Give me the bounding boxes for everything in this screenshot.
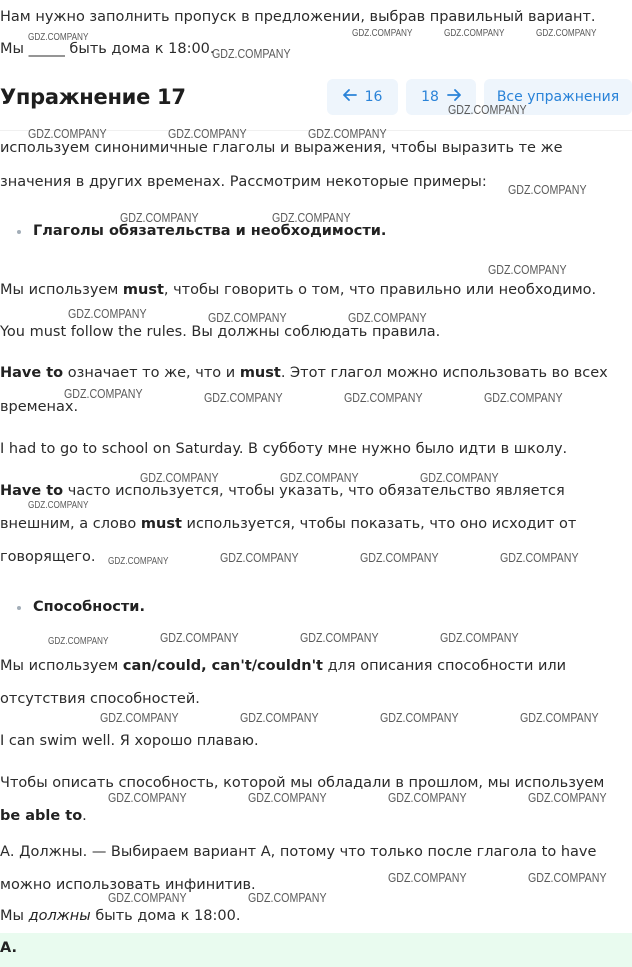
watermark: GDZ.COMPANY — [108, 790, 187, 805]
watermark: GDZ.COMPANY — [208, 310, 287, 325]
task-instruction: Нам нужно заполнить пропуск в предложении, выбрав правильный вариант. — [0, 9, 596, 25]
watermark: GDZ.COMPANY — [28, 126, 107, 141]
watermark: GDZ.COMPANY — [248, 890, 327, 905]
watermark: GDZ.COMPANY — [308, 126, 387, 141]
past-ability-line-1: Чтобы описать способность, которой мы обладали в прошлом, мы используем — [0, 775, 605, 791]
watermark: GDZ.COMPANY — [140, 470, 219, 485]
watermark: GDZ.COMPANY — [520, 710, 599, 725]
watermark: GDZ.COMPANY — [120, 210, 199, 225]
watermark: GDZ.COMPANY — [444, 28, 505, 39]
can-explanation-cont: отсутствия способностей. — [0, 691, 200, 707]
watermark: GDZ.COMPANY — [528, 870, 607, 885]
watermark: GDZ.COMPANY — [100, 710, 179, 725]
watermark: GDZ.COMPANY — [420, 470, 499, 485]
intro-line-2: значения в других временах. Рассмотрим некоторые примеры: — [0, 174, 487, 190]
watermark: GDZ.COMPANY — [536, 28, 597, 39]
have-to-example: I had to go to school on Saturday. В субботу мне нужно было идти в школу. — [0, 441, 568, 457]
watermark: GDZ.COMPANY — [388, 870, 467, 885]
watermark: GDZ.COMPANY — [348, 310, 427, 325]
all-exercises-label: Все упражнения — [496, 89, 620, 105]
arrow-left-icon — [343, 89, 357, 105]
can-explanation: Мы используем can/could, can't/couldn't для описания способности или — [0, 658, 567, 674]
section-heading-ability: Способности. — [33, 599, 145, 615]
watermark: GDZ.COMPANY — [248, 790, 327, 805]
external-obligation-line-1: Have to часто используется, чтобы указать, что обязательство является — [0, 483, 565, 499]
watermark: GDZ.COMPANY — [500, 550, 579, 565]
task-sentence: Мы _____ быть дома к 18:00. — [0, 41, 215, 57]
page-title: Упражнение 17 — [0, 85, 186, 109]
must-example: You must follow the rules. Вы должны соблюдать правила. — [0, 324, 441, 340]
watermark: GDZ.COMPANY — [508, 182, 587, 197]
watermark: GDZ.COMPANY — [168, 126, 247, 141]
can-example: I can swim well. Я хорошо плаваю. — [0, 733, 259, 749]
bullet-dot — [17, 230, 21, 234]
external-obligation-line-3: говорящего. — [0, 549, 96, 565]
section-heading-obligation: Глаголы обязательства и необходимости. — [33, 223, 387, 239]
watermark: GDZ.COMPANY — [160, 630, 239, 645]
watermark: GDZ.COMPANY — [28, 32, 89, 43]
past-ability-line-2: be able to. — [0, 808, 87, 824]
watermark: GDZ.COMPANY — [488, 262, 567, 277]
watermark: GDZ.COMPANY — [280, 470, 359, 485]
prev-exercise-button[interactable] — [327, 79, 398, 115]
watermark: GDZ.COMPANY — [448, 102, 527, 117]
have-to-explanation: Have to означает то же, что и must. Этот глагол можно использовать во всех — [0, 365, 608, 381]
answer-sentence: Мы должны быть дома к 18:00. — [0, 908, 241, 924]
watermark: GDZ.COMPANY — [204, 390, 283, 405]
watermark: GDZ.COMPANY — [300, 630, 379, 645]
prev-exercise-label: 16 — [364, 89, 383, 105]
watermark: GDZ.COMPANY — [64, 386, 143, 401]
watermark: GDZ.COMPANY — [484, 390, 563, 405]
watermark: GDZ.COMPANY — [48, 636, 109, 647]
watermark: GDZ.COMPANY — [380, 710, 459, 725]
watermark: GDZ.COMPANY — [108, 890, 187, 905]
external-obligation-line-2: внешним, а слово must используется, чтобы показать, что оно исходит от — [0, 516, 577, 532]
answer-explanation-2: можно использовать инфинитив. — [0, 877, 256, 893]
watermark: GDZ.COMPANY — [388, 790, 467, 805]
watermark: GDZ.COMPANY — [528, 790, 607, 805]
watermark: GDZ.COMPANY — [360, 550, 439, 565]
watermark: GDZ.COMPANY — [108, 556, 169, 567]
answer-box — [0, 933, 632, 967]
have-to-explanation-cont: временах. — [0, 399, 79, 415]
must-explanation: Мы используем must, чтобы говорить о том, что правильно или необходимо. — [0, 282, 597, 298]
bullet-dot — [17, 606, 21, 610]
watermark: GDZ.COMPANY — [28, 500, 89, 511]
watermark: GDZ.COMPANY — [220, 550, 299, 565]
watermark: GDZ.COMPANY — [440, 630, 519, 645]
watermark: GDZ.COMPANY — [68, 306, 147, 321]
watermark: GDZ.COMPANY — [344, 390, 423, 405]
intro-line-1: используем синонимичные глаголы и выражения, чтобы выразить те же — [0, 140, 563, 156]
next-exercise-label: 18 — [421, 89, 439, 105]
watermark: GDZ.COMPANY — [352, 28, 413, 39]
answer-explanation-1: А. Должны. — Выбираем вариант А, потому что только после глагола to have — [0, 844, 597, 860]
watermark: GDZ.COMPANY — [272, 210, 351, 225]
watermark: GDZ.COMPANY — [212, 46, 291, 61]
watermark: GDZ.COMPANY — [240, 710, 319, 725]
answer-value: A. — [0, 940, 17, 956]
